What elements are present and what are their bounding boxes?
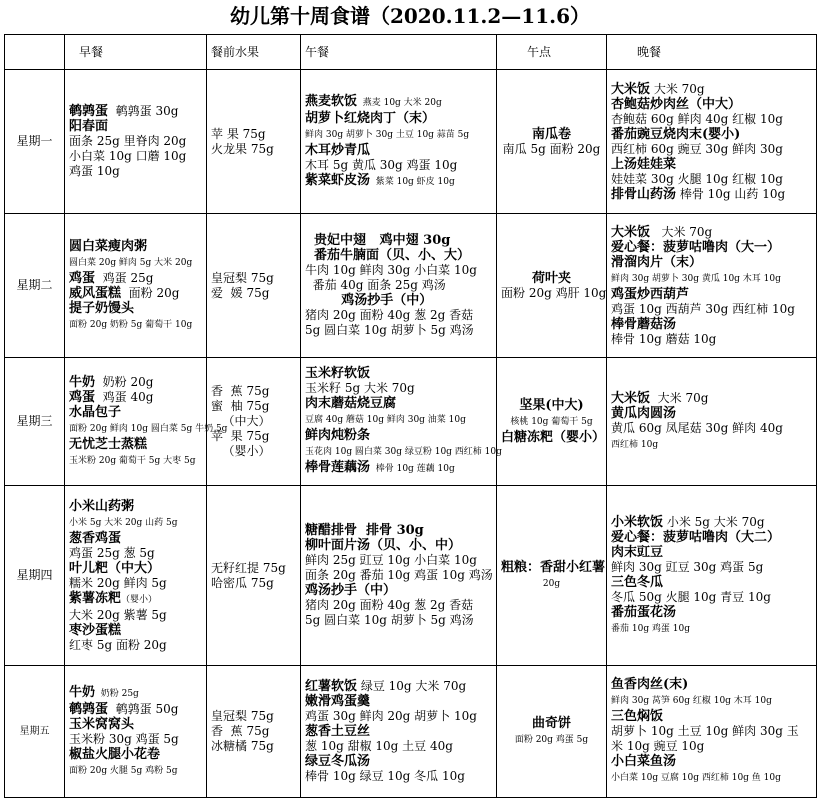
day-label: 星期一 — [5, 70, 65, 214]
header-row — [5, 35, 817, 70]
header-dinner — [607, 35, 817, 70]
menu-text: 小米 5g 大米 70g — [663, 514, 765, 529]
menu-body — [5, 70, 817, 798]
menu-text: 鸡蛋炒西葫芦 — [611, 286, 690, 302]
menu-text: 鹌鹑蛋 50g — [108, 701, 179, 716]
menu-text: 大米 20g 紫薯 5g — [69, 607, 167, 622]
menu-text: 滑溜肉片（末） — [611, 254, 703, 270]
menu-text: 绿豆冬瓜汤 — [305, 754, 371, 769]
dinner-cell — [607, 486, 817, 666]
header-snack — [497, 35, 607, 70]
menu-text: 大米 70g — [650, 390, 709, 405]
menu-text: 糯米 20g 鲜肉 5g — [69, 575, 167, 590]
fruit-item: 爱 媛 75g — [211, 285, 270, 300]
menu-text: 番茄豌豆烧肉末(婴小) — [611, 126, 741, 142]
fruit-item: 蜜 柚 75g — [211, 399, 270, 413]
menu-text: 贵妃中翅 鸡中翅 30g — [305, 233, 451, 248]
menu-text: 西红柿 10g — [611, 439, 659, 450]
menu-text: 5g 圆白菜 10g 胡萝卜 5g 鸡汤 — [305, 323, 474, 337]
menu-text: 排骨山药汤 — [611, 186, 677, 202]
menu-text: 紫菜虾皮汤 — [305, 172, 371, 188]
menu-text: 杏鲍菇 60g 鲜肉 40g 红椒 10g — [611, 111, 783, 126]
dinner-cell — [607, 214, 817, 358]
menu-text: 坚果(中大) — [519, 398, 584, 413]
menu-text: 鹌鹑蛋 — [69, 104, 109, 119]
menu-text: 鸡汤抄手（中） — [305, 583, 397, 598]
menu-text: 鲜肉 30g 莴笋 60g 红椒 10g 木耳 10g — [611, 696, 772, 706]
menu-text: 棒骨 10g 莲藕 10g — [370, 464, 455, 474]
menu-text: 鸡蛋 — [69, 270, 96, 286]
day-row — [5, 666, 817, 798]
menu-text: 紫薯冻粑 — [69, 590, 122, 606]
menu-text: 玉米籽 5g 大米 70g — [305, 381, 415, 395]
menu-text: 猪肉 20g 面粉 40g 葱 2g 香菇 — [305, 308, 474, 322]
menu-text: 牛奶 — [69, 374, 96, 390]
menu-text: 胡萝卜 10g 土豆 10g 鲜肉 30g 玉 — [611, 724, 799, 738]
menu-text: 木耳 5g 黄瓜 30g 鸡蛋 10g — [305, 157, 458, 172]
menu-text: 大米饭 — [611, 81, 651, 97]
header-day — [5, 35, 65, 70]
menu-text: 无忧芝士蒸糕 — [69, 436, 148, 452]
menu-text: 鸡蛋 40g — [95, 389, 154, 404]
fruit-item: 哈密瓜 75g — [211, 575, 274, 590]
menu-text: 椒盐火腿小花卷 — [69, 746, 161, 762]
menu-text: 面粉 20g — [121, 285, 180, 300]
menu-text: 核桃 10g 葡萄干 5g — [510, 417, 593, 427]
menu-text: 圆白菜 20g 鲜肉 5g 大米 20g — [69, 257, 193, 268]
menu-text: 爱心餐：菠萝咕噜肉（大一） — [611, 239, 781, 255]
menu-text: 小米 5g 大米 20g 山药 5g — [69, 517, 178, 528]
menu-text: 肉末蘑菇烧豆腐 — [305, 396, 397, 411]
lunch-cell — [301, 666, 497, 798]
menu-text: 燕麦 10g 大米 20g — [357, 97, 442, 108]
menu-text: 番茄 40g 面条 25g 鸡汤 — [305, 278, 446, 292]
menu-text: 南瓜卷 — [531, 126, 571, 142]
lunch-cell — [301, 486, 497, 666]
menu-text: 鸡汤抄手（中） — [305, 293, 433, 308]
menu-text: 番茄蛋花汤 — [611, 604, 677, 620]
menu-text: 鸡蛋 30g 鲜肉 20g 胡萝卜 10g — [305, 709, 477, 723]
menu-text: 面粉 20g 火腿 5g 鸡粉 5g — [69, 765, 178, 776]
dinner-cell — [607, 666, 817, 798]
snack-cell — [497, 70, 607, 214]
fruit-cell — [207, 358, 301, 486]
menu-text: 面粉 20g 奶粉 5g 葡萄干 10g — [69, 319, 193, 330]
menu-text: 大米 70g — [650, 224, 713, 239]
menu-text: 绿豆 10g 大米 70g — [357, 679, 467, 693]
menu-text: 曲奇饼 — [531, 715, 571, 731]
breakfast-cell — [65, 70, 207, 214]
fruit-item: 苹 果 75g — [211, 126, 266, 141]
breakfast-cell — [65, 358, 228, 486]
menu-text: 荷叶夹 — [531, 270, 571, 286]
menu-text: 玉米粉 20g 葡萄干 5g 大枣 5g — [69, 455, 196, 466]
header-lunch-label: 午餐 — [305, 44, 330, 59]
dinner-cell — [607, 358, 817, 486]
lunch-cell — [301, 358, 502, 486]
menu-text: 水晶包子 — [69, 404, 122, 420]
menu-text: 枣沙蛋糕 — [69, 622, 122, 638]
menu-text: 鲜肉 30g 胡萝卜 30g 土豆 10g 蒜苗 5g — [305, 129, 470, 140]
menu-text: 提子奶馒头 — [69, 300, 135, 316]
fruit-item: 皇冠梨 75g — [211, 270, 274, 285]
snack-cell — [497, 358, 607, 486]
menu-text: 奶粉 25g — [95, 688, 139, 699]
menu-text: 紫菜 10g 虾皮 10g — [370, 176, 455, 187]
fruit-item: （中大） — [211, 414, 271, 428]
menu-text: 鲜肉炖粉条 — [305, 428, 371, 443]
menu-text: 面条 20g 番茄 10g 鸡蛋 10g 鸡汤 — [305, 568, 493, 582]
menu-text: 玉米籽软饭 — [305, 366, 371, 381]
menu-text: 面粉 20g 鲜肉 10g 圆白菜 5g 牛奶 5g — [69, 423, 228, 434]
menu-text: 叶儿粑（中大） — [69, 560, 161, 576]
snack-cell — [497, 214, 607, 358]
header-fruit — [207, 35, 301, 70]
menu-text: 木耳炒青瓜 — [305, 142, 371, 158]
day-label: 星期二 — [5, 214, 65, 358]
menu-text: 番茄牛腩面（贝、小、大） — [305, 248, 471, 263]
header-dinner-label: 晚餐 — [637, 44, 662, 59]
menu-text: 嫩滑鸡蛋羹 — [305, 694, 371, 709]
menu-text: 玉米窝窝头 — [69, 716, 135, 732]
menu-text: 牛奶 — [69, 684, 96, 700]
fruit-cell — [207, 214, 301, 358]
breakfast-cell — [65, 666, 207, 798]
fruit-item: 火龙果 75g — [211, 141, 274, 156]
dinner-cell — [607, 70, 817, 214]
menu-text: 小米山药粥 — [69, 498, 135, 514]
menu-text: 燕麦软饭 — [305, 93, 358, 109]
menu-text: 大米饭 — [611, 224, 651, 240]
snack-cell — [497, 486, 607, 666]
menu-text: 鲜肉 30g 豇豆 30g 鸡蛋 5g — [611, 559, 764, 574]
menu-text: 大米饭 — [611, 390, 651, 406]
menu-text: 鲜肉 25g 豇豆 10g 小白菜 10g — [305, 553, 477, 567]
breakfast-cell — [65, 486, 207, 666]
menu-text: 鹌鹑蛋 30g — [108, 104, 179, 118]
day-label: 星期三 — [5, 358, 65, 486]
lunch-cell — [301, 214, 497, 358]
menu-text: 棒骨 10g 蘑菇 10g — [611, 331, 717, 346]
day-label: 星期五 — [5, 666, 65, 798]
menu-text: 圆白菜瘦肉粥 — [69, 238, 148, 254]
menu-text: 威风蛋糕 — [69, 285, 122, 301]
menu-text: 大米 70g — [650, 81, 705, 96]
fruit-item: （婴小） — [211, 444, 271, 458]
breakfast-cell — [65, 214, 207, 358]
menu-text: 鲜肉 30g 胡萝卜 30g 黄瓜 10g 木耳 10g — [611, 273, 781, 284]
menu-text: 柳叶面片汤（贝、小、中） — [305, 538, 462, 553]
fruit-item: 香 蕉 75g — [211, 724, 270, 738]
menu-text: 豆腐 40g 蘑菇 10g 鲜肉 30g 油菜 10g — [305, 415, 466, 425]
menu-text: 棒骨蘑菇汤 — [611, 316, 677, 332]
menu-text: 阳春面 — [69, 119, 109, 134]
menu-text: 冬瓜 50g 火腿 10g 青豆 10g — [611, 589, 771, 604]
fruit-cell — [207, 70, 301, 214]
fruit-cell — [207, 486, 301, 666]
menu-text: 牛肉 10g 鲜肉 30g 小白菜 10g — [305, 263, 477, 277]
menu-text: 小白菜 10g 豆腐 10g 西红柿 10g 鱼 10g — [611, 773, 781, 783]
menu-text: 娃娃菜 30g 火腿 10g 红椒 10g — [611, 171, 783, 186]
lunch-cell — [301, 70, 497, 214]
menu-text: 西红柿 60g 豌豆 30g 鲜肉 30g — [611, 141, 783, 156]
menu-text: 南瓜 5g 面粉 20g — [502, 141, 601, 156]
menu-text: 黄瓜 60g 凤尾菇 30g 鲜肉 40g — [611, 420, 783, 435]
menu-text: 玉米粉 30g 鸡蛋 5g — [69, 731, 179, 746]
menu-text: 鸡蛋 25g — [95, 270, 154, 285]
menu-text: 小米软饭 — [611, 514, 664, 530]
menu-text: 三色冬瓜 — [611, 574, 664, 590]
fruit-item: 香 蕉 75g — [211, 384, 270, 398]
page-title: 幼儿第十周食谱（2020.11.2—11.6） — [229, 4, 591, 28]
fruit-item: 冰糖橘 75g — [211, 739, 274, 753]
menu-text: 粗粮：香甜小红薯 — [501, 559, 606, 575]
menu-text: 三色焖饭 — [611, 709, 664, 724]
menu-text: （婴小） — [121, 594, 158, 605]
menu-text: 小白菜鱼汤 — [611, 754, 677, 769]
menu-text: 葱香鸡蛋 — [69, 530, 122, 546]
menu-text: 爱心餐：菠萝咕噜肉（大二） — [611, 529, 781, 545]
menu-text: 胡萝卜红烧肉丁（末） — [305, 110, 436, 126]
menu-table — [4, 34, 817, 798]
menu-text: 红枣 5g 面粉 20g — [69, 637, 167, 652]
menu-text: 棒骨 10g 山药 10g — [676, 186, 786, 201]
menu-text: 20g — [542, 578, 561, 589]
day-row — [5, 358, 817, 486]
day-row — [5, 214, 817, 358]
menu-text: 5g 圆白菜 10g 胡萝卜 5g 鸡汤 — [305, 613, 474, 627]
snack-cell — [497, 666, 607, 798]
fruit-cell — [207, 666, 301, 798]
menu-text: 鸡蛋 10g 西葫芦 30g 西红柿 10g — [611, 301, 795, 316]
menu-text: 棒骨 10g 绿豆 10g 冬瓜 10g — [305, 769, 465, 783]
menu-text: 玉花肉 10g 圆白菜 30g 绿豆粉 10g 西红柿 10g — [305, 447, 502, 457]
menu-text: 白糖冻粑（婴小） — [501, 430, 606, 445]
menu-text: 棒骨莲藕汤 — [305, 460, 371, 475]
menu-text: 肉末豇豆 — [611, 544, 664, 560]
menu-text: 黄瓜肉圆汤 — [611, 405, 677, 421]
menu-text: 上汤娃娃菜 — [611, 156, 677, 172]
header-breakfast — [65, 35, 207, 70]
fruit-item: 皇冠梨 75g — [211, 709, 274, 723]
menu-text: 猪肉 20g 面粉 40g 葱 2g 香菇 — [305, 598, 474, 612]
fruit-item: 苹 果 75g — [211, 429, 270, 443]
menu-text: 面粉 20g 鸡蛋 5g — [514, 734, 589, 745]
header-fruit-label: 餐前水果 — [211, 44, 260, 59]
menu-text: 米 10g 豌豆 10g — [611, 739, 705, 753]
menu-text: 鸡蛋 25g 葱 5g — [69, 545, 155, 560]
header-snack-label: 午点 — [527, 44, 552, 59]
day-row — [5, 486, 817, 666]
menu-text: 奶粉 20g — [95, 374, 154, 389]
menu-text: 鹌鹑蛋 — [69, 701, 109, 717]
menu-text: 杏鲍菇炒肉丝（中大） — [611, 96, 742, 112]
menu-text: 番茄 10g 鸡蛋 10g — [611, 623, 691, 634]
menu-text: 小白菜 10g 口蘑 10g — [69, 149, 187, 163]
day-label: 星期四 — [5, 486, 65, 666]
day-row — [5, 70, 817, 214]
menu-text: 面条 25g 里脊肉 20g — [69, 134, 187, 148]
menu-text: 鱼香肉丝(末) — [611, 677, 689, 692]
menu-text: 糖醋排骨 排骨 30g — [305, 523, 424, 538]
fruit-item: 无籽红提 75g — [211, 560, 286, 575]
header-breakfast-label: 早餐 — [79, 44, 104, 59]
menu-text: 葱香土豆丝 — [305, 724, 371, 739]
menu-text: 红薯软饭 — [305, 679, 358, 694]
header-lunch — [301, 35, 497, 70]
menu-text: 面粉 20g 鸡肝 10g — [501, 285, 607, 300]
menu-text: 葱 10g 甜椒 10g 土豆 40g — [305, 739, 453, 753]
menu-text: 鸡蛋 10g — [69, 164, 120, 178]
menu-text: 鸡蛋 — [69, 389, 96, 405]
